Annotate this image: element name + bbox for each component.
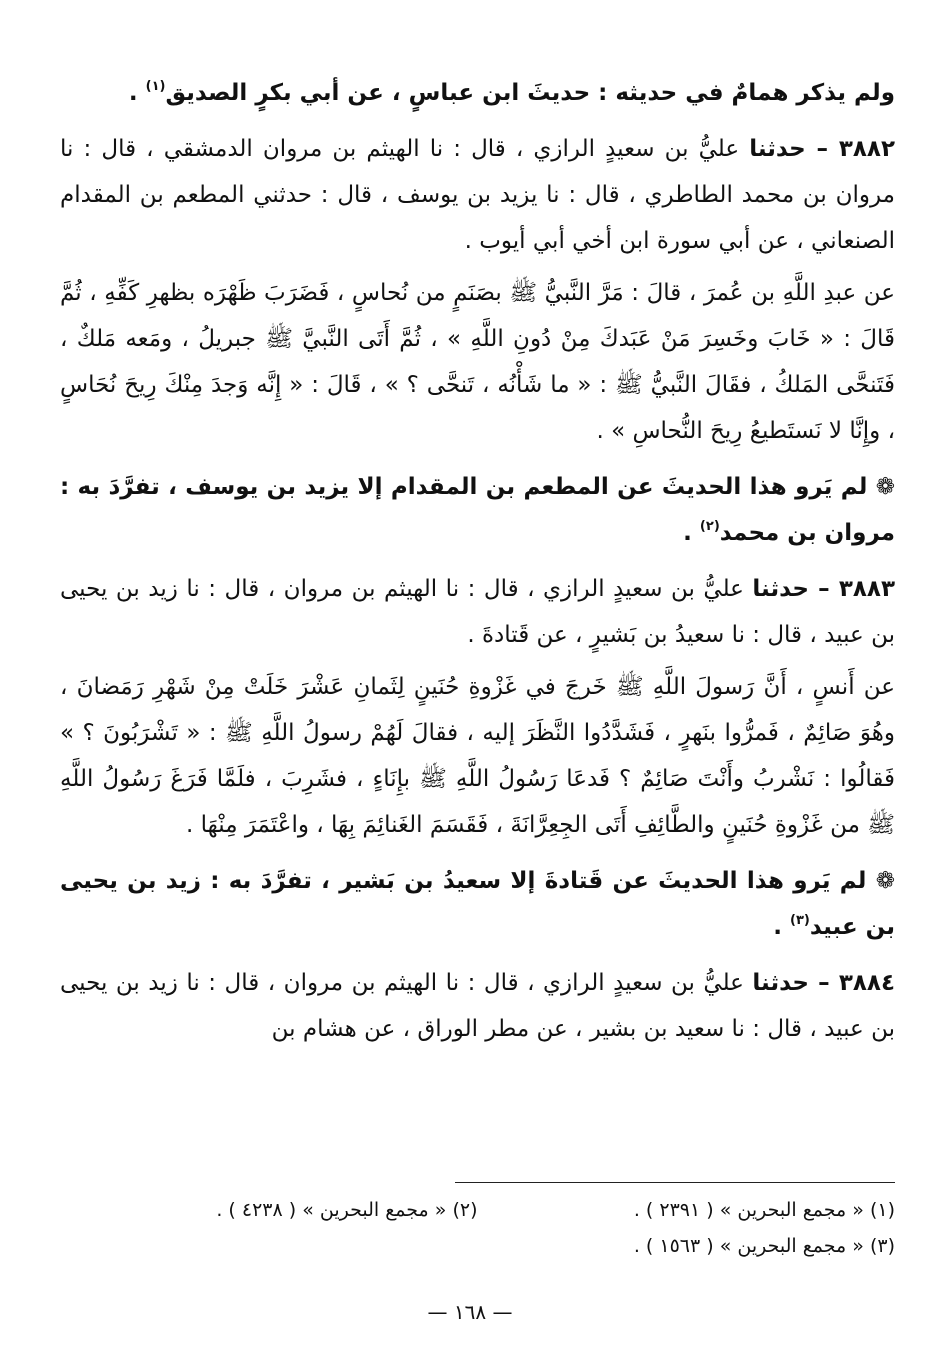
hadith-3883-comment	[60, 858, 895, 954]
hadith-3883-isnad-text: عليُّ بن سعيدٍ الرازي ، قال : نا الهيثم بن مروان ، قال : نا زيد بن يحيى بن عبيد ، قال : نا سعيدُ بن بَشيرٍ ، عن قَتادةَ .	[60, 576, 895, 648]
hadith-3882-number: ٣٨٨٢ – حدثنا	[749, 136, 895, 162]
hadith-3884-isnad	[60, 960, 895, 1052]
footnote-row	[60, 1228, 895, 1264]
hadith-3883-matn: عن أَنسٍ ، أَنَّ رَسولَ اللَّهِ ﷺ خَرجَ في غَزْوةِ حُنَينٍ لِثَمانِ عَشْرَ خَلَتْ مِنْ شَهْرِ رَمَضانَ ، وهُوَ صَائِمٌ ، فَمرُّوا بنَهرٍ ، فَشَدَّدُوا النَّظَرَ إليه ، فقالَ لَهُمْ رسولُ اللَّهِ ﷺ : « تَشْرَبُونَ ؟ » فَقالُوا : نَشْربُ وأَنْتَ صَائِمٌ ؟ فَدعَا رَسُولُ اللَّهِ ﷺ بإِنَاءٍ ، فشَرِبَ ، فلَمَّا فَرَغَ رَسُولُ اللَّهِ ﷺ من غَزْوةِ حُنَينٍ والطَّائِفِ أَتَى الجِعِرَّانَةَ ، فَقَسَمَ الغَنائِمَ بِهَا ، واعْتَمَرَ مِنْهَا .	[60, 674, 895, 838]
hadith-3883-comment-text: ❁ لم يَرو هذا الحديثَ عن قَتادةَ إلا سعيدُ بن بَشير ، تفرَّدَ به : زيد بن يحيى بن عبيد	[60, 868, 895, 940]
hadith-3882-comment	[60, 464, 895, 560]
hadith-3882-isnad-text: عليُّ بن سعيدٍ الرازي ، قال : نا الهيثم بن مروان الدمشقي ، قال : نا مروان بن محمد الطاطري ، قال : نا يزيد بن يوسف ، قال : حدثني المطعم بن المقدام الصنعاني ، عن أبي سورة ابن أخي أبي أيوب .	[60, 136, 895, 254]
footnote-ref-3: (٣)	[790, 913, 810, 928]
hadith-3883-number: ٣٨٨٣ – حدثنا	[752, 576, 896, 602]
intro-text: ولم يذكر همامٌ في حديثه : حديثَ ابن عباسٍ ، عن أبي بكرٍ الصديق	[165, 80, 895, 106]
footnote-2: (٢) « مجمع البحرين » ( ٤٢٣٨ ) .	[216, 1199, 478, 1221]
footnotes	[60, 1192, 895, 1264]
hadith-3882-comment-end: .	[683, 520, 700, 546]
hadith-3882-comment-text: ❁ لم يَرو هذا الحديثَ عن المطعم بن المقدام إلا يزيد بن يوسف ، تفرَّدَ به : مروان بن محمد	[60, 474, 895, 546]
page-number: — ١٦٨ —	[427, 1300, 513, 1324]
footnote-row	[60, 1192, 895, 1228]
footnote-1: (١) « مجمع البحرين » ( ٢٣٩١ ) .	[633, 1199, 895, 1221]
hadith-3884-number: ٣٨٨٤ – حدثنا	[752, 970, 896, 996]
footnote-ref-1: (١)	[145, 79, 166, 94]
page-body	[60, 70, 895, 1052]
footnote-divider	[455, 1182, 895, 1183]
hadith-3882-isnad	[60, 126, 895, 264]
intro-paragraph	[60, 70, 895, 120]
hadith-3883-comment-end: .	[773, 914, 791, 940]
hadith-3882-matn: عن عبدِ اللَّهِ بن عُمرَ ، قالَ : مَرَّ النَّبيُّ ﷺ بصَنَمٍ من نُحاسٍ ، فَضَرَبَ ظَهْرَه بظهرِ كَفِّهِ ، ثُمَّ قَالَ : « خَابَ وخَسِرَ مَنْ عَبَدكَ مِنْ دُونِ اللَّهِ » ، ثُمَّ أَتَى النَّبيَّ ﷺ جبريلُ ، ومَعه مَلكٌ ، فَتَنحَّى المَلكُ ، فقَالَ النَّبيُّ ﷺ : « ما شَأْنُه ، تَنحَّى ؟ » ، قَالَ : « إِنَّه وَجدَ مِنْكَ رِيحَ نُحَاسٍ ، وإِنَّا لا نَستَطيعُ رِيحَ النُّحاسِ » .	[60, 280, 895, 444]
intro-end: .	[128, 80, 146, 106]
footnote-ref-2: (٢)	[699, 519, 720, 534]
hadith-3884-isnad-text: عليُّ بن سعيدٍ الرازي ، قال : نا الهيثم بن مروان ، قال : نا زيد بن يحيى بن عبيد ، قال : نا سعيد بن بشير ، عن مطر الوراق ، عن هشام بن	[60, 970, 895, 1042]
hadith-3883-isnad	[60, 566, 895, 658]
footnote-3: (٣) « مجمع البحرين » ( ١٥٦٣ ) .	[633, 1235, 895, 1257]
